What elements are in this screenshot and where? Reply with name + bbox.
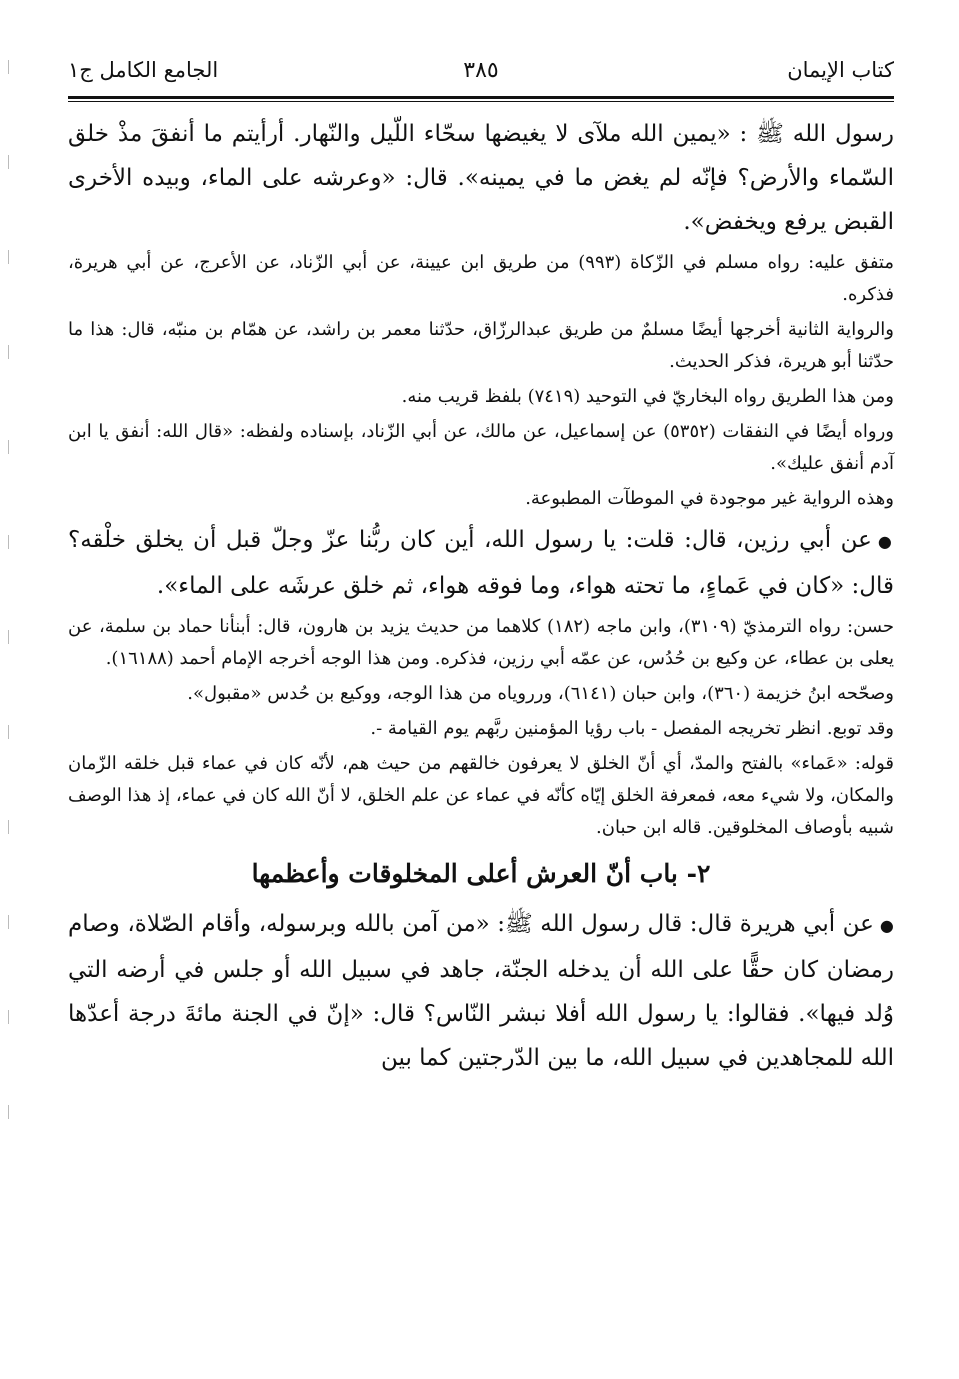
paragraph-text: حسن: رواه الترمذيّ (٣١٠٩)، وابن ماجه (١٨٢) كلاهما من حديث يزيد بن هارون، قال: أبنأنا حماد بن سلمة، عن يعلى بن عطاء، عن وكيع بن حُدُس، عن عمّه أبي رزين، فذكره. ومن هذا الوجه أخرجه الإمام أحمد (١٦١٨٨).	[68, 616, 895, 669]
commentary-note	[68, 748, 894, 844]
document-page	[68, 52, 894, 1352]
margin-tick	[8, 345, 9, 359]
commentary-note	[68, 381, 894, 413]
paragraph-text: وهذه الرواية غير موجودة في الموطآت المطبوعة.	[525, 488, 894, 509]
margin-tick	[8, 915, 9, 929]
margin-tick	[8, 155, 9, 169]
paragraph-text: رسول الله ﷺ : «يمين الله ملآى لا يغيضها سحّاء اللّيل والنّهار. أرأيتم ما أنفقَ مذْ خلق السّماء والأرض؟ فإنّه لم يغض ما في يمينه». قال: «وعرشه على الماء، وبيده الأخرى القبض يرفع ويخفض».	[68, 121, 894, 235]
hadith-text	[68, 518, 894, 608]
commentary-note	[68, 678, 894, 710]
paragraph-text: عن أبي رزين، قال: قلت: يا رسول الله، أين كان ربُّنا عزّ وجلّ قبل أن يخلق خلْقه؟ قال: «كان في عَماءٍ، ما تحته هواء، وما فوقه هواء، ثم خلق عرشَه على الماء».	[68, 527, 894, 599]
margin-tick	[8, 1105, 9, 1119]
paragraph-text: ورواه أيضًا في النفقات (٥٣٥٢) عن إسماعيل، عن مالك، عن أبي الزّناد، بإسناده ولفظه: «قال الله: أنفق يا ابن آدم أنفق عليك».	[68, 421, 894, 474]
paragraph-text: متفق عليه: رواه مسلم في الزّكاة (٩٩٣) من طريق ابن عيينة، عن أبي الزّناد، عن الأعرج، عن أبي هريرة، فذكره.	[68, 252, 894, 305]
paragraph-text: وقد توبع. انظر تخريجه المفصل - باب رؤيا المؤمنين ربَّهم يوم القيامة -.	[370, 718, 894, 739]
hadith-text	[68, 112, 894, 244]
header-rule-thin	[68, 101, 894, 102]
paragraph-text: ومن هذا الطريق رواه البخاريّ في التوحيد (٧٤١٩) بلفظ قريب منه.	[401, 386, 894, 407]
margin-tick	[8, 60, 9, 74]
commentary-note	[68, 247, 894, 311]
margin-tick	[8, 1010, 9, 1024]
book-section-title: كتاب الإيمان	[787, 58, 894, 82]
paragraph-text: والرواية الثانية أخرجها أيضًا مسلمٌ من طريق عبدالرزّاق، حدّثنا معمر بن راشد، عن همّام بن منبّه، قال: هذا ما حدّثنا أبو هريرة، فذكر الحديث.	[68, 319, 894, 372]
hadith-text	[68, 902, 894, 1080]
paragraph-text: وصحّحه ابنُ خزيمة (٣٦٠)، وابن حبان (٦١٤١)، ورروياه من هذا الوجه، ووكيع بن حُدس «مقبول».	[187, 683, 894, 704]
book-title: الجامع الكامل ج١	[68, 58, 219, 82]
paragraph-text: ٢- باب أنّ العرش أعلى المخلوقات وأعظمها	[251, 859, 711, 888]
scan-margin-ticks	[8, 60, 10, 1260]
margin-tick	[8, 725, 9, 739]
margin-tick	[8, 630, 9, 644]
bullet-icon: ●	[879, 916, 895, 935]
page-number: ٣٨٥	[463, 58, 499, 83]
margin-tick	[8, 820, 9, 834]
section-heading	[68, 848, 894, 900]
paragraph-text: قوله: «عَماء» بالفتح والمدّ، أي أنّ الخلق لا يعرفون خالقهم من حيث هم، لأنّه كان في عماء قبل خلقه الزّمان والمكان، ولا شيء معه، فمعرفة الخلق إيّاه كأنّه في عماء عن علم الخلق، لا أنّ الله كان في عماء، إذ هذا الوصف شبيه بأوصاف المخلوقين. قاله ابن حبان.	[68, 753, 894, 838]
commentary-note	[68, 314, 894, 378]
margin-tick	[8, 535, 9, 549]
paragraph-text: عن أبي هريرة قال: قال رسول الله ﷺ: «من آمن بالله وبرسوله، وأقام الصّلاة، وصام رمضان كان حقًّا على الله أن يدخله الجنّة، جاهد في سبيل الله أو جلس في أرضه التي وُلد فيها». فقالوا: يا رسول الله أفلا نبشر النّاس؟ قال: «إنّ في الجنة مائةَ درجة أعدّها الله للمجاهدين في سبيل الله، ما بين الدّرجتين كما بين	[68, 911, 894, 1071]
margin-tick	[8, 250, 9, 264]
bullet-icon: ●	[877, 532, 894, 551]
running-header	[68, 52, 894, 96]
commentary-note	[68, 416, 894, 480]
header-rule-thick	[68, 96, 894, 99]
commentary-note	[68, 611, 894, 675]
margin-tick	[8, 440, 9, 454]
page-body	[68, 112, 894, 1080]
commentary-note	[68, 483, 894, 515]
commentary-note	[68, 713, 894, 745]
